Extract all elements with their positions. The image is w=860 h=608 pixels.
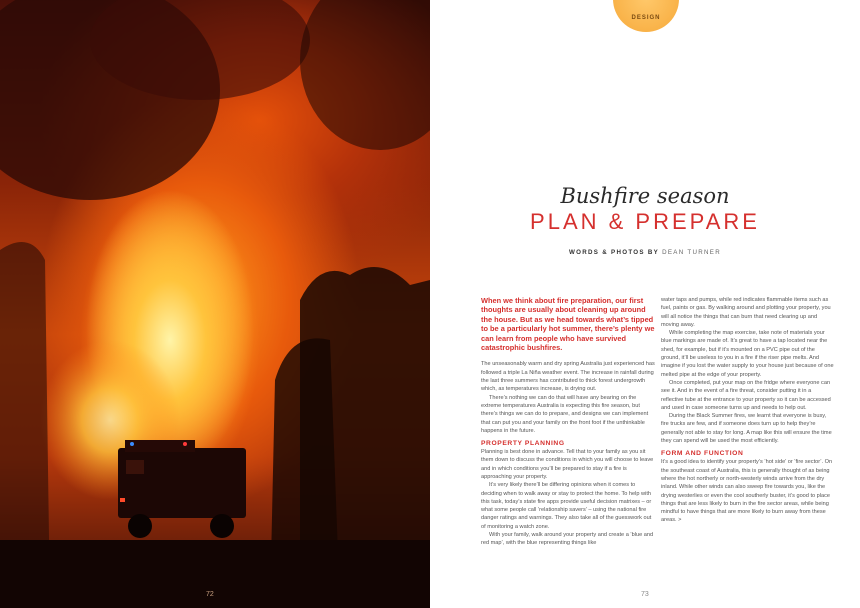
body-paragraph: The unseasonably warm and dry spring Australia just experienced has followed a triple La Niña weather event. The increase in rainfall during the last three summers has contributed to thick forest undergrowth which, as temperatures increase, is drying out.	[481, 361, 655, 393]
body-paragraph: Once completed, put your map on the fridge where everyone can see it. And in the event of a fire threat, consider putting it in a reflective tube at the entrance to your property so it can be accessed and used in case someone turns up and needs to help out.	[661, 379, 831, 411]
body-paragraph: While completing the map exercise, take note of materials your blue markings are made of. It’s great to have a tap located near the shed, for example, but if it’s mounted on a PVC pipe out of the ground, it’ll be useless to you in a fire if the riser pipe melts. And imagine if you lost the water supply to your house just because of one melted pipe at the edge of your property.	[661, 330, 834, 378]
subheading: PROPERTY PLANNING	[481, 440, 565, 448]
byline	[430, 249, 860, 256]
page-number-left: 72	[206, 591, 214, 598]
page-number-right: 73	[641, 591, 649, 598]
byline-author: DEAN TURNER	[662, 249, 721, 256]
right-page	[430, 0, 860, 608]
body-paragraph: water taps and pumps, while red indicates flammable items such as fuel, paints or gas. By walking around and plotting your property, you will all notice the things that can burn that need clearing up and moving away.	[661, 297, 831, 328]
intro-paragraph: When we think about fire preparation, our first thoughts are usually about cleaning up around the house. But as we head towards what’s tipped to be a particularly hot summer, there’s plenty we can learn from people who have survived catastrophic bushfires.	[481, 296, 655, 353]
fire-truck	[118, 440, 246, 538]
body-paragraph: During the Black Summer fires, we learnt that everyone is busy, fire trucks are few, and if someone does turn up to help they’re generally not able to stay for long. A map like this will ensure the time they can spend will be used the most efficiently.	[661, 413, 832, 445]
body-paragraph: With your family, walk around your property and create a ‘blue and red map’, with the blue representing things like	[481, 532, 654, 547]
article-title: PLAN & PREPARE	[530, 209, 760, 234]
text-column-2	[661, 296, 835, 525]
subheading: FORM AND FUNCTION	[661, 450, 744, 458]
body-paragraph: It’s very likely there’ll be differing opinions when it comes to deciding when to walk away or stay to protect the home. To help with this task, today’s state fire apps provide useful decision matrixes – or what some people call ‘relationship savers’ – using the national fire danger ratings and warnings. They also take all of the guesswork out of monitoring a watch zone.	[481, 482, 652, 530]
body-paragraph: There’s nothing we can do that will have any bearing on the extreme temperatures Australia is expecting this fire season, but there’s things we can do to prepare, and designs we can implement that can put you and your family on the front foot if the unthinkable happens in the future.	[481, 394, 649, 434]
section-tab-label: DESIGN	[631, 15, 661, 21]
byline-label: WORDS & PHOTOS BY	[569, 249, 660, 256]
section-tab	[613, 0, 679, 32]
body-paragraph: It’s a good idea to identify your property’s ‘hot side’ or ‘fire sector’. On the southeast coast of Australia, this is generally thought of as being where the hot northerly or north-westerly winds arrive from the dry inland. While other winds can also sweep fire towards you, like the drying westerlies or even the cool southerly buster, it’s good to place things that are less likely to burn in the fire sector areas, while being mindful to have things that are more likely to burn away from these areas. >	[661, 459, 833, 524]
text-column-1	[481, 296, 655, 548]
script-title: Bushfire season	[560, 184, 730, 208]
body-paragraph: Planning is best done in advance. Tell that to your family as you sit them down to discuss the conditions in which you will choose to leave and in which conditions you’ll be prepared to stay if a fire is approaching your property.	[481, 449, 654, 480]
